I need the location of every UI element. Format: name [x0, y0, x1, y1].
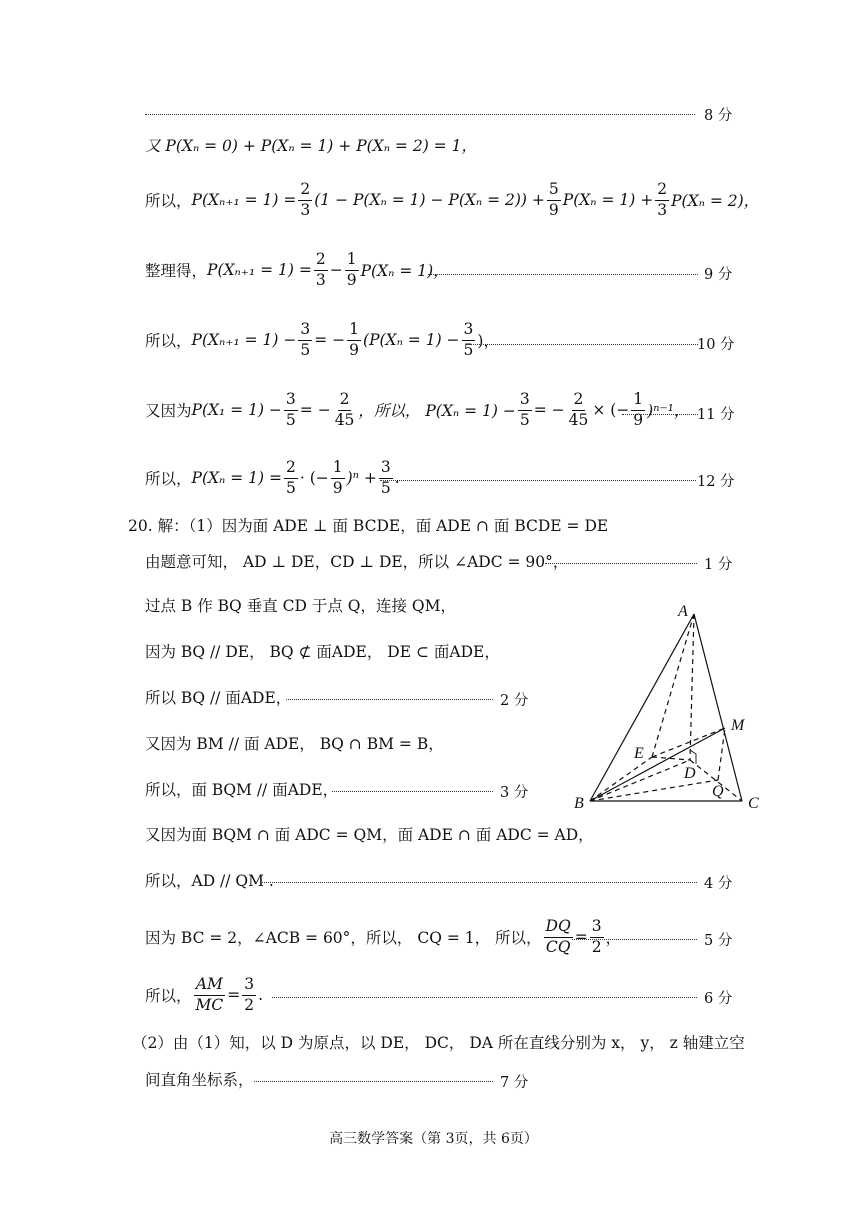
fraction	[590, 919, 604, 955]
mid: ，所以， P(Xₙ = 1) −	[358, 402, 516, 420]
leader-dots	[332, 791, 493, 792]
text: 间直角坐标系，	[145, 1071, 254, 1089]
eq: P(Xₙ₊₁ = 1) =	[207, 261, 312, 279]
fraction	[462, 322, 476, 358]
fraction-part: 2	[338, 392, 352, 411]
leader-dots	[545, 563, 697, 564]
fraction-part: DQ	[544, 919, 573, 938]
score: 3 分	[500, 785, 529, 801]
score: 6 分	[704, 991, 733, 1007]
fraction	[194, 977, 226, 1013]
mid: = −	[299, 401, 331, 419]
fraction	[518, 392, 532, 428]
end: )ⁿ⁻¹，	[647, 402, 690, 420]
prefix: 所以，	[145, 987, 192, 1005]
line-18	[0, 975, 867, 1015]
label-C: C	[748, 795, 759, 812]
fraction	[298, 182, 312, 218]
prefix: 所以，	[145, 470, 192, 488]
fraction-part: 9	[633, 410, 644, 429]
minus: −	[329, 261, 343, 279]
mid: )ⁿ +	[346, 469, 377, 487]
pyramid-diagram	[570, 600, 770, 820]
fraction-part: 1	[347, 322, 361, 341]
fraction	[567, 392, 591, 428]
end: .	[258, 986, 264, 1004]
fraction-part: 5	[300, 340, 311, 359]
fraction	[655, 182, 669, 218]
eq: P(X₁ = 1) −	[191, 401, 282, 419]
label-A: A	[678, 603, 688, 620]
fraction-part: 5	[463, 340, 474, 359]
leader-dots	[272, 997, 697, 998]
leader-dots	[262, 882, 697, 883]
text: 所以 BQ // 面ADE，	[145, 689, 292, 707]
edge-QM	[718, 728, 725, 780]
fraction	[298, 322, 312, 358]
text: 过点 B 作 BQ 垂直 CD 于点 Q，连接 QM，	[145, 597, 456, 615]
fraction-part: 45	[568, 410, 589, 429]
edge-BD	[590, 760, 690, 801]
fraction-part: 3	[242, 977, 256, 996]
fraction-part: 3	[284, 392, 298, 411]
text: 又因为 BM // 面 ADE， BQ ∩ BM = B，	[145, 735, 444, 753]
fraction-part: 5	[285, 478, 296, 497]
line-7	[0, 458, 867, 498]
fraction	[284, 392, 298, 428]
fraction-part: 5	[519, 410, 530, 429]
eq: P(Xₙ = 1) =	[191, 469, 282, 487]
prefix: 又因为	[145, 402, 192, 420]
fraction	[284, 460, 298, 496]
fraction-part: 1	[345, 252, 359, 271]
score: 1 分	[704, 557, 733, 573]
edge-AE	[652, 614, 694, 757]
leader-dots	[145, 114, 695, 115]
fraction-part: 3	[300, 200, 311, 219]
mid: (P(Xₙ = 1) −	[363, 331, 460, 349]
fraction	[242, 977, 256, 1013]
label-B: B	[574, 795, 584, 812]
fraction-part: 2	[572, 392, 586, 411]
fraction-part: 2	[244, 995, 255, 1014]
text: 所以，AD // QM .	[145, 872, 274, 890]
line-15	[0, 814, 867, 854]
fraction-part: 9	[548, 200, 559, 219]
fraction-part: 2	[591, 937, 602, 956]
line-17	[0, 917, 867, 957]
fraction-part: 45	[334, 410, 355, 429]
fraction-part: 3	[590, 919, 604, 938]
leader-dots	[428, 274, 698, 275]
text: 又 P(Xₙ = 0) + P(Xₙ = 1) + P(Xₙ = 2) = 1，	[145, 137, 477, 155]
text: （2）由（1）知，以 D 为原点，以 DE， DC， DA 所在直线分别为 x， y， z 轴建立空	[132, 1034, 745, 1052]
fraction-part: 5	[285, 410, 296, 429]
end: )，	[477, 332, 499, 350]
edge-AC	[694, 614, 742, 801]
leader-dots	[254, 1081, 493, 1082]
fraction	[333, 392, 357, 428]
prefix: 所以，	[145, 332, 192, 350]
line-3	[0, 180, 867, 220]
line-19	[0, 1022, 867, 1062]
line-2	[0, 125, 867, 165]
score: 4 分	[704, 876, 733, 892]
score: 7 分	[500, 1075, 529, 1091]
end: P(Xₙ = 2)，	[671, 192, 760, 210]
fraction-part: 3	[298, 322, 312, 341]
fraction-part: 5	[547, 182, 561, 201]
leader-dots	[466, 344, 698, 345]
text: 所以，面 BQM // 面ADE，	[145, 781, 339, 799]
label-E: E	[634, 745, 644, 762]
mid: P(Xₙ = 1) +	[562, 191, 654, 209]
fraction-part: 3	[462, 322, 476, 341]
fraction-part: 1	[331, 460, 345, 479]
fraction-part: 3	[379, 460, 393, 479]
line-20	[0, 1059, 867, 1099]
fraction	[547, 182, 561, 218]
mid: =	[227, 986, 241, 1004]
fraction-part: 2	[298, 182, 312, 201]
fraction	[347, 322, 361, 358]
leader-dots	[380, 480, 696, 481]
score: 12 分	[697, 474, 735, 490]
fraction	[379, 460, 393, 496]
fraction-part: 9	[346, 270, 357, 289]
leader-dots	[286, 699, 493, 700]
mid: × (−	[592, 401, 630, 419]
text: 又因为面 BQM ∩ 面 ADC = QM，面 ADE ∩ 面 ADC = AD，	[145, 826, 594, 844]
line-4	[0, 250, 867, 290]
leader-dots	[622, 414, 698, 415]
score: 2 分	[500, 693, 529, 709]
text: 由题意可知， AD ⊥ DE，CD ⊥ DE，所以 ∠ADC = 90°，	[145, 553, 569, 571]
fraction-part: 2	[655, 182, 669, 201]
fraction-part: 3	[657, 200, 668, 219]
fraction-part: 3	[315, 270, 326, 289]
line-6	[0, 390, 867, 430]
text: 20. 解：（1）因为面 ADE ⊥ 面 BCDE，面 ADE ∩ 面 BCDE = DE	[128, 517, 609, 535]
mid: = −	[314, 331, 346, 349]
fraction	[314, 252, 328, 288]
mid: = −	[533, 401, 565, 419]
end: ，	[605, 929, 622, 947]
line-8	[0, 505, 867, 545]
prefix: 因为 BC = 2，∠ACB = 60°，所以， CQ = 1， 所以，	[145, 929, 542, 947]
prefix: 所以，	[145, 192, 192, 210]
fraction-part: 3	[518, 392, 532, 411]
prefix: 整理得，	[145, 262, 208, 280]
mid: (1 − P(Xₙ = 1) − P(Xₙ = 2)) +	[314, 191, 545, 209]
label-Q: Q	[712, 783, 724, 800]
fraction	[544, 919, 573, 955]
mid: · (−	[299, 469, 329, 487]
fraction-part: 1	[631, 392, 645, 411]
score: 9 分	[704, 267, 733, 283]
score: 5 分	[704, 933, 733, 949]
fraction	[331, 460, 345, 496]
end: .	[394, 469, 400, 487]
edge-AD	[690, 614, 694, 760]
label-M: M	[731, 717, 745, 734]
eq: P(Xₙ₊₁ = 1) =	[191, 191, 297, 209]
fraction-part: MC	[195, 995, 224, 1014]
mid: =	[574, 928, 588, 946]
fraction-part: 9	[349, 340, 360, 359]
leader-dots	[572, 939, 697, 940]
label-D: D	[684, 765, 696, 782]
fraction-part: 2	[284, 460, 298, 479]
edge-EM	[652, 728, 725, 757]
fraction-part: AM	[194, 977, 225, 996]
score: 11 分	[697, 407, 735, 423]
fraction	[345, 252, 359, 288]
fraction	[631, 392, 645, 428]
fraction-part: 2	[314, 252, 328, 271]
line-5	[0, 320, 867, 360]
score: 10 分	[697, 337, 735, 353]
page-footer: 高三数学答案（第 3页，共 6页）	[329, 1131, 538, 1147]
fraction-part: 5	[380, 478, 391, 497]
eq: P(Xₙ₊₁ = 1) −	[191, 331, 297, 349]
text: 因为 BQ // DE， BQ ⊄ 面ADE， DE ⊂ 面ADE，	[145, 643, 500, 661]
line-16	[0, 860, 867, 900]
score: 8 分	[704, 108, 733, 124]
end: P(Xₙ = 1)，	[360, 262, 449, 280]
line-9	[0, 541, 867, 581]
fraction-part: CQ	[545, 937, 571, 956]
fraction-part: 9	[332, 478, 343, 497]
